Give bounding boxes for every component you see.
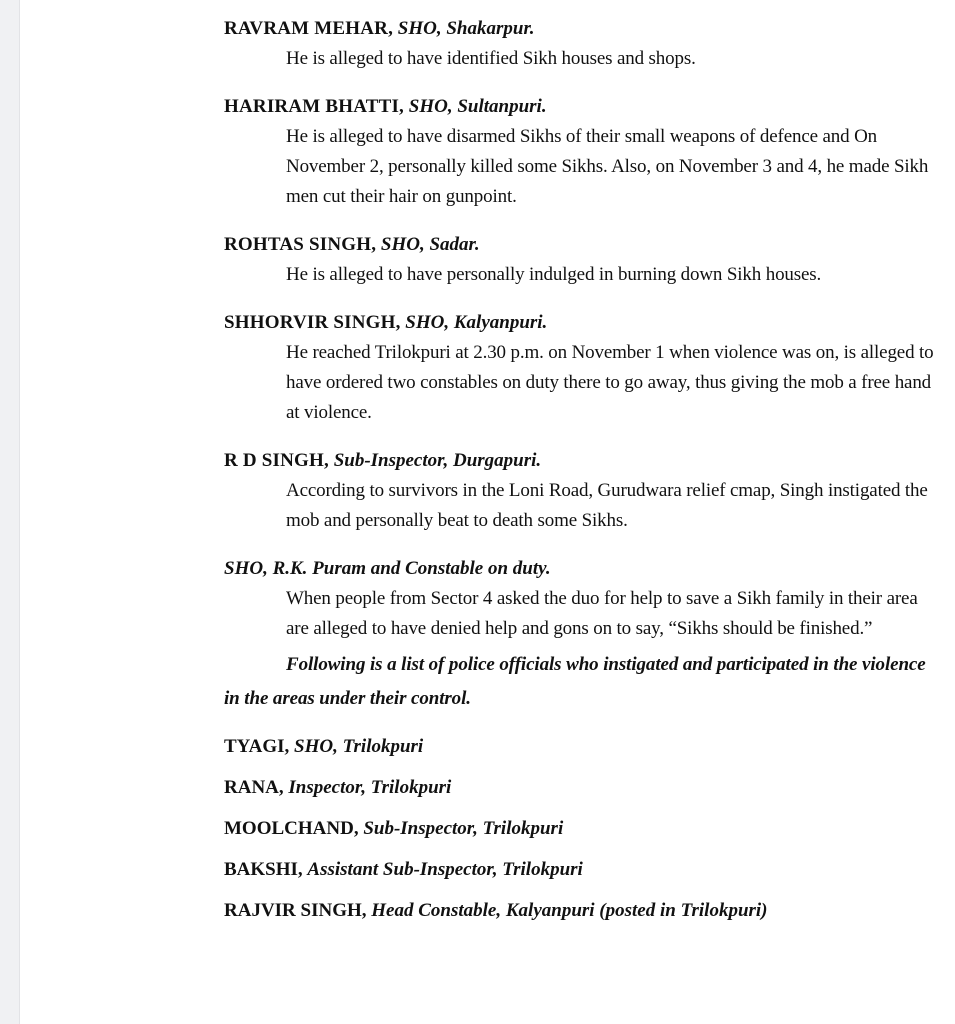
official-name: TYAGI, [224,736,290,757]
entry-heading [224,554,940,584]
official-item [224,732,940,762]
entry-role: SHO, Shakarpur. [397,18,535,39]
entry-heading [224,14,940,44]
official-item [224,896,940,926]
entry-role: SHO, R.K. Puram and Constable on duty. [224,558,551,579]
official-role: Inspector, Trilokpuri [288,777,452,798]
official-role: Assistant Sub-Inspector, Trilokpuri [307,859,583,880]
accused-entry [224,446,940,536]
left-margin-strip [0,0,20,1024]
official-name: BAKSHI, [224,859,303,880]
official-item [224,855,940,885]
official-name: RAJVIR SINGH, [224,900,367,921]
entry-description: He is alleged to have identified Sikh houses and shops. [286,48,696,69]
officials-list-intro: Following is a list of police officials who instigated and participated in the violence in the areas under their control. [224,654,926,709]
entry-heading [224,308,940,338]
entry-role: SHO, Sadar. [380,234,480,255]
entry-description: He is alleged to have disarmed Sikhs of their small weapons of defence and On November 2, personally killed some Sikhs. Also, on November 3 and 4, he made Sikh men cut their hair on gunpoint. [286,126,929,207]
entry-role: SHO, Kalyanpuri. [405,312,548,333]
entry-name: ROHTAS SINGH, [224,234,377,255]
official-item [224,814,940,844]
entry-description: When people from Sector 4 asked the duo for help to save a Sikh family in their area are alleged to have denied help and gons on to say, “Sikhs should be finished.” [286,588,918,639]
official-item [224,773,940,803]
entry-description: He reached Trilokpuri at 2.30 p.m. on November 1 when violence was on, is alleged to have ordered two constables on duty there to go away, thus giving the mob a free hand at violence. [286,342,934,423]
document-body [224,14,940,926]
official-role: Sub-Inspector, Trilokpuri [363,818,564,839]
entry-description: He is alleged to have personally indulged in burning down Sikh houses. [286,264,822,285]
entry-description: According to survivors in the Loni Road, Gurudwara relief cmap, Singh instigated the mob and personally beat to death some Sikhs. [286,480,928,531]
accused-entry [224,230,940,290]
entry-name: SHHORVIR SINGH, [224,312,401,333]
entry-name: HARIRAM BHATTI, [224,96,404,117]
accused-entry [224,14,940,74]
accused-entry [224,308,940,428]
entry-role: SHO, Sultanpuri. [408,96,547,117]
entry-name: RAVRAM MEHAR, [224,18,394,39]
entry-heading [224,230,940,260]
official-role: SHO, Trilokpuri [294,736,424,757]
accused-entry [224,554,940,644]
entry-role: Sub-Inspector, Durgapuri. [333,450,542,471]
entry-name: R D SINGH, [224,450,329,471]
official-name: RANA, [224,777,284,798]
entry-heading [224,92,940,122]
official-role: Head Constable, Kalyanpuri (posted in Trilokpuri) [371,900,768,921]
accused-entry [224,92,940,212]
official-name: MOOLCHAND, [224,818,359,839]
entry-heading [224,446,940,476]
